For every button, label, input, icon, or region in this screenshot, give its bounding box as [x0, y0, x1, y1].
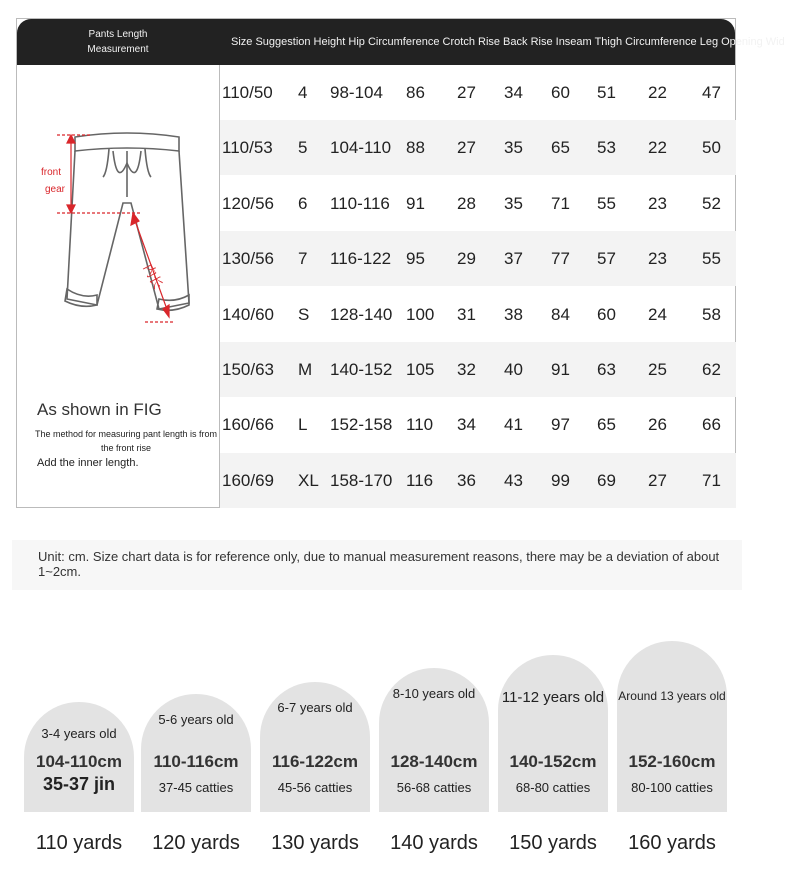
table-cell: 158-170 — [330, 470, 393, 490]
table-cell: 128-140 — [330, 304, 393, 324]
weight-label: 45-56 catties — [277, 780, 353, 795]
height-label: 110-116cm — [153, 752, 239, 771]
table-cell: 71 — [551, 193, 570, 213]
table-cell: 63 — [597, 360, 616, 379]
table-cell: 116 — [406, 470, 434, 490]
table-cell: 31 — [457, 304, 476, 324]
table-cell: 55 — [702, 249, 721, 269]
table-cell: XL — [298, 470, 319, 490]
table-cell: 38 — [504, 304, 523, 324]
weight-label: 56-68 catties — [396, 780, 472, 795]
table-cell: 27 — [648, 470, 667, 490]
header-left-line1: Pants Length — [88, 29, 148, 40]
table-cell: 160/69 — [222, 470, 274, 490]
table-cell: 152-158 — [330, 415, 393, 435]
height-label: 140-152cm — [509, 752, 597, 771]
table-cell: 160/66 — [222, 415, 274, 435]
age-card — [379, 668, 489, 812]
table-row — [220, 453, 736, 508]
table-cell: 40 — [504, 360, 523, 379]
table-cell: 99 — [551, 470, 570, 490]
table-cell: 60 — [551, 83, 570, 102]
header-left-line2: Measurement — [87, 44, 149, 55]
table-cell: 50 — [702, 138, 721, 158]
table-cell: 26 — [648, 415, 667, 435]
table-cell: 60 — [597, 304, 616, 324]
table-row — [220, 120, 736, 175]
table-cell: L — [298, 415, 308, 435]
age-label: 11-12 years old — [501, 689, 605, 706]
table-cell: 43 — [504, 470, 523, 490]
figure-method-text: The method for measuring pant length is from the front rise — [34, 429, 218, 453]
table-cell: 88 — [406, 138, 425, 158]
table-row — [220, 287, 736, 342]
table-cell: 57 — [597, 249, 616, 269]
table-row — [220, 176, 736, 231]
table-cell: 34 — [457, 415, 476, 435]
table-cell: 23 — [648, 249, 667, 269]
yards-label: 110 yards — [35, 832, 123, 854]
table-cell: 27 — [457, 83, 476, 102]
height-label: 152-160cm — [628, 752, 716, 771]
table-cell: 4 — [298, 83, 308, 102]
table-cell: 7 — [298, 249, 308, 269]
table-row — [220, 231, 736, 286]
table-cell: 28 — [457, 193, 476, 213]
table-cell: 58 — [702, 304, 721, 324]
table-cell: 140-152 — [330, 360, 393, 379]
table-cell: 110 — [406, 415, 434, 435]
age-label: 5-6 years old — [158, 712, 234, 727]
age-label: 8-10 years old — [392, 686, 476, 701]
front-label: front — [41, 167, 62, 178]
table-cell: 77 — [551, 249, 570, 269]
table-cell: 51 — [597, 83, 616, 102]
weight-label: 68-80 catties — [515, 780, 591, 795]
age-card — [24, 702, 134, 812]
table-cell: 47 — [702, 83, 721, 102]
chart-header — [17, 19, 785, 65]
table-cell: 71 — [702, 470, 721, 490]
table-cell: 110/50 — [222, 83, 273, 102]
table-cell: 86 — [406, 83, 425, 102]
table-cell: 65 — [597, 415, 616, 435]
age-card — [260, 682, 370, 812]
yards-label: 140 yards — [390, 832, 478, 854]
table-cell: 22 — [648, 138, 667, 158]
table-cell: 104-110 — [330, 138, 392, 158]
age-label: 6-7 years old — [277, 700, 353, 715]
unit-note: Unit: cm. Size chart data is for reference only, due to manual measurement reasons, there may be a deviation of about 1~2cm. — [12, 540, 742, 590]
yards-label: 120 yards — [152, 832, 240, 854]
header-columns: Size Suggestion Height Hip Circumference Crotch Rise Back Rise Inseam Thigh Circumference Leg Opening Wid — [231, 36, 785, 48]
table-cell: 150/63 — [222, 360, 274, 379]
table-cell: 52 — [702, 193, 721, 213]
table-cell: 91 — [551, 360, 570, 379]
table-cell: 23 — [648, 193, 667, 213]
measurement-figure-panel — [17, 65, 220, 508]
table-cell: 66 — [702, 415, 721, 435]
table-cell: 35 — [504, 138, 523, 158]
table-cell: 97 — [551, 415, 570, 435]
figure-inner-text: Add the inner length. — [37, 457, 139, 469]
yards-label: 130 yards — [271, 832, 359, 854]
table-cell: 62 — [702, 360, 721, 379]
height-label: 128-140cm — [390, 752, 478, 771]
table-cell: 25 — [648, 360, 667, 379]
table-cell: 36 — [457, 470, 476, 490]
table-cell: 98-104 — [330, 83, 383, 102]
height-label: 116-122cm — [271, 752, 359, 771]
table-cell: 110/53 — [222, 138, 273, 158]
gear-label: gear — [45, 184, 66, 195]
table-cell: 91 — [406, 193, 425, 213]
table-cell: 100 — [406, 304, 435, 324]
age-card — [617, 641, 727, 812]
weight-label: 80-100 catties — [631, 780, 713, 795]
table-row — [220, 65, 736, 120]
table-row — [220, 342, 736, 397]
weight-label: 37-45 catties — [158, 780, 234, 795]
pants-diagram-icon — [41, 117, 207, 332]
table-cell: 95 — [406, 249, 425, 269]
table-row — [220, 397, 736, 452]
table-cell: M — [298, 360, 313, 379]
table-cell: 37 — [504, 249, 523, 269]
table-cell: 110-116 — [330, 193, 390, 213]
table-cell: 6 — [298, 193, 308, 213]
size-chart — [16, 18, 785, 508]
table-cell: 84 — [551, 304, 570, 324]
header-left-title — [17, 27, 219, 57]
table-cell: 120/56 — [222, 193, 274, 213]
table-cell: 130/56 — [222, 249, 274, 269]
table-cell: 41 — [504, 415, 523, 435]
table-cell: 116-122 — [330, 249, 392, 269]
table-cell: 55 — [597, 193, 616, 213]
table-cell: 29 — [457, 249, 476, 269]
inner-length-label: 内长 — [139, 261, 165, 292]
age-card — [141, 694, 251, 812]
table-cell: 34 — [504, 83, 523, 102]
figure-title: As shown in FIG — [37, 400, 162, 419]
table-cell: 140/60 — [222, 304, 274, 324]
table-cell: 69 — [597, 470, 616, 490]
table-cell: 22 — [648, 83, 667, 102]
size-table — [220, 65, 736, 508]
weight-label: 35-37 jin — [42, 774, 116, 794]
table-cell: 105 — [406, 360, 435, 379]
table-cell: 5 — [298, 138, 308, 158]
age-label: 3-4 years old — [41, 726, 117, 741]
height-label: 104-110cm — [35, 752, 123, 771]
table-cell: 27 — [457, 138, 476, 158]
table-cell: S — [298, 304, 310, 324]
age-label: Around 13 years old — [618, 689, 726, 703]
yards-label: 160 yards — [628, 832, 716, 854]
age-card — [498, 655, 608, 812]
table-cell: 32 — [457, 360, 476, 379]
table-cell: 53 — [597, 138, 616, 158]
table-cell: 35 — [504, 193, 523, 213]
yards-label: 150 yards — [509, 832, 597, 854]
table-cell: 24 — [648, 304, 667, 324]
table-cell: 65 — [551, 138, 570, 158]
